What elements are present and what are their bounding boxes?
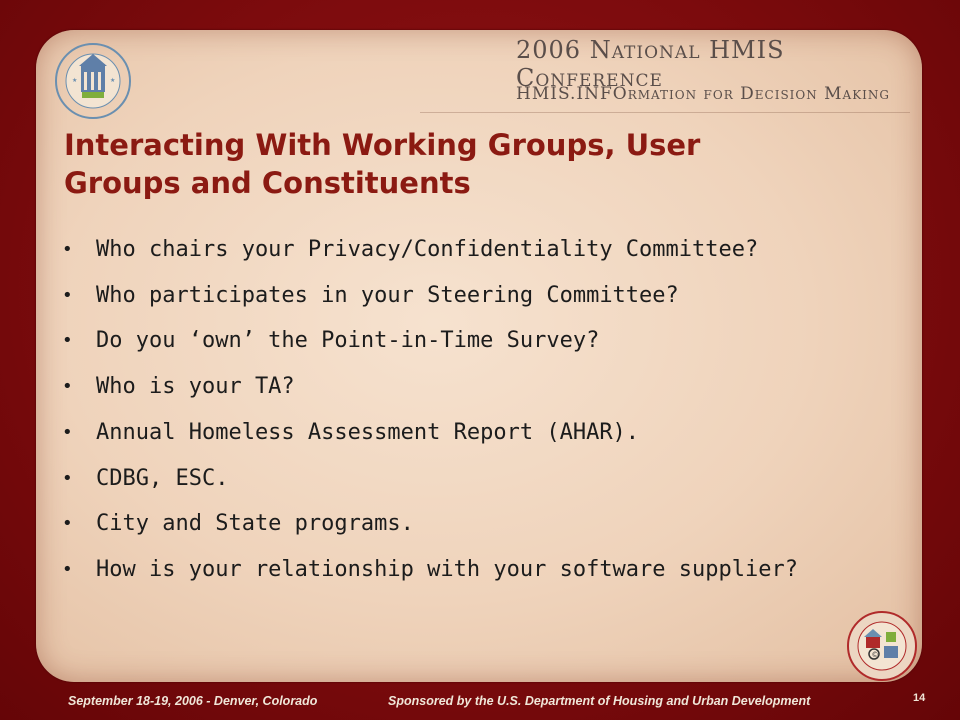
bullet-item xyxy=(62,456,902,502)
bullet-item xyxy=(62,547,902,593)
bullet-item xyxy=(62,410,902,456)
conference-title: 2006 National HMIS Conference xyxy=(516,36,785,92)
bullet-marker: • xyxy=(62,376,73,398)
bullet-text: CDBG, ESC. xyxy=(96,465,229,491)
bullet-item xyxy=(62,318,902,364)
svg-text:©: © xyxy=(871,651,879,659)
bullet-text: Do you ‘own’ the Point-in-Time Survey? xyxy=(96,328,600,354)
bullet-marker: • xyxy=(62,239,73,260)
bullet-text: Who is your TA? xyxy=(96,374,295,400)
conference-subtitle: HMIS.INFOrmation for Decision Making xyxy=(516,84,891,104)
bullet-marker: • xyxy=(62,558,73,580)
footer xyxy=(0,694,960,714)
bullet-item xyxy=(62,273,902,319)
footer-date-location: September 18-19, 2006 - Denver, Colorado xyxy=(68,694,318,708)
slide-title: Interacting With Working Groups, User Groups and Constituents xyxy=(64,128,701,200)
bullet-text: How is your relationship with your software supplier? xyxy=(96,556,798,582)
bullet-marker: • xyxy=(62,513,73,535)
bullet-marker: • xyxy=(62,421,73,443)
bullet-marker: • xyxy=(62,284,73,306)
bullet-text: Who chairs your Privacy/Confidentiality Committee? xyxy=(96,237,759,262)
bullet-text: City and State programs. xyxy=(96,511,414,537)
bullet-marker: • xyxy=(62,467,73,489)
bullet-item xyxy=(62,501,902,547)
bullet-marker: • xyxy=(62,330,73,352)
bullet-text: Who participates in your Steering Committee? xyxy=(96,282,679,308)
page-number: 14 xyxy=(913,692,926,704)
bullet-item xyxy=(62,227,902,273)
bullet-list xyxy=(62,227,902,593)
bullet-item xyxy=(62,364,902,410)
svg-text:★: ★ xyxy=(72,77,78,84)
footer-sponsor: Sponsored by the U.S. Department of Housing and Urban Development xyxy=(388,694,811,708)
hud-seal-logo xyxy=(54,42,132,120)
conference-seal-logo xyxy=(846,610,918,682)
svg-text:★: ★ xyxy=(110,77,116,84)
bullet-text: Annual Homeless Assessment Report (AHAR). xyxy=(96,419,640,445)
